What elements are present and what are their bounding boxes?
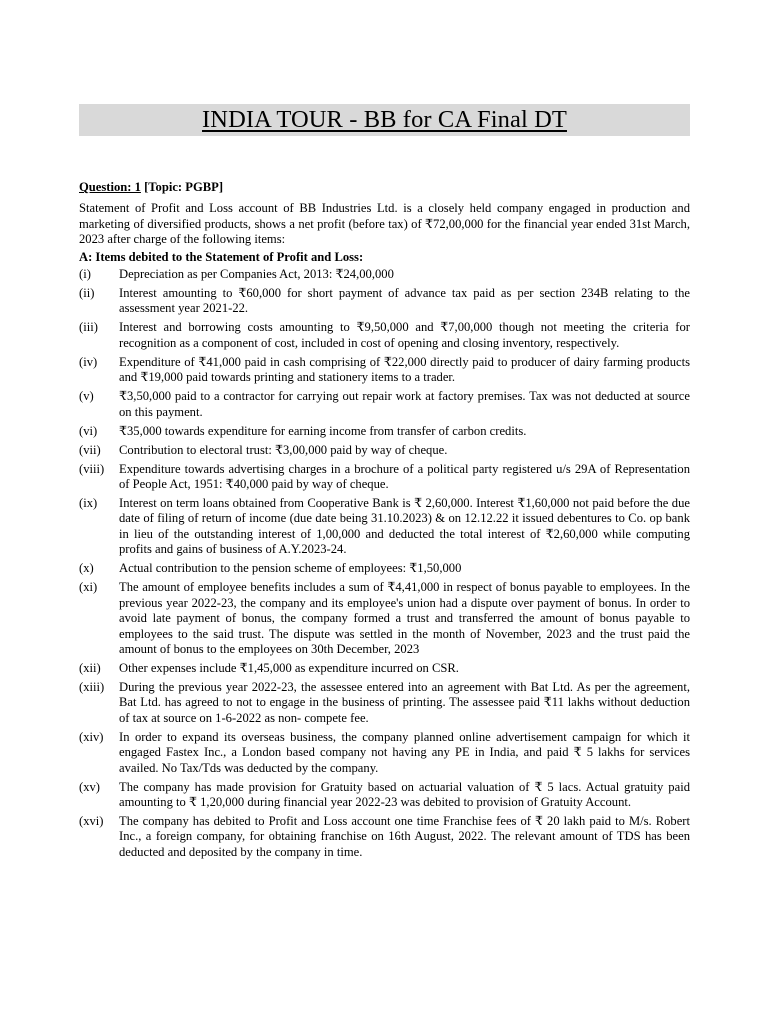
- list-item: [79, 286, 690, 317]
- list-item: [79, 462, 690, 493]
- section-a-heading: A: Items debited to the Statement of Profit and Loss:: [79, 249, 364, 264]
- list-item: [79, 561, 690, 576]
- item-number: (i): [79, 267, 91, 282]
- item-text: Interest on term loans obtained from Cooperative Bank is ₹ 2,60,000. Interest ₹1,60,000 not paid before the due date of filing of return of income (due date being 31.10.2023) & on 12.12.22 it issued debentures to Co. op bank in lieu of the outstanding interest of 1,00,000 and deducted the total interest of ₹2,60,000 while computing profits and gains of business of A.Y.2023-24.: [119, 496, 690, 557]
- item-text: In order to expand its overseas business, the company planned online advertisement campaign for which it engaged Fastex Inc., a London based company not having any PE in India, and paid ₹ 5 lakhs for services availed. No Tax/Tds was deducted by the company.: [119, 729, 690, 775]
- item-text: Other expenses include ₹1,45,000 as expenditure incurred on CSR.: [119, 660, 459, 675]
- item-number: (xi): [79, 580, 98, 595]
- item-number: (xv): [79, 779, 100, 794]
- item-number: (ii): [79, 286, 95, 301]
- item-text: The amount of employee benefits includes a sum of ₹4,41,000 in respect of bonus payable to employees. In the previous year 2022-23, the company and its employee's union had a dispute over payment of bonus. In order to avoid late payment of bonus, the company formed a trust and transferred the amount of bonus payable to employees to the said trust. The dispute was settled in the month of November, 2023 and the trust paid the amount of bonus to the employees on 30th December, 2023: [119, 580, 690, 656]
- list-item: [79, 424, 690, 439]
- item-number: (v): [79, 389, 94, 404]
- item-text: Actual contribution to the pension scheme of employees: ₹1,50,000: [119, 561, 462, 576]
- item-text: Contribution to electoral trust: ₹3,00,000 paid by way of cheque.: [119, 442, 448, 457]
- question-topic: [Topic: PGBP]: [144, 180, 224, 194]
- list-item: [79, 496, 690, 558]
- item-text: Interest and borrowing costs amounting to ₹9,50,000 and ₹7,00,000 though not meeting the criteria for recognition as a component of cost, included in cost of opening and closing inventory, respectively.: [119, 320, 690, 350]
- item-text: ₹3,50,000 paid to a contractor for carrying out repair work at factory premises. Tax was not deducted at source on this payment.: [119, 389, 690, 419]
- list-item: [79, 661, 690, 676]
- question-content: [79, 180, 690, 864]
- item-number: (vii): [79, 442, 101, 457]
- list-item: [79, 320, 690, 351]
- item-text: Depreciation as per Companies Act, 2013: ₹24,00,000: [119, 267, 394, 282]
- item-number: (xiv): [79, 729, 104, 744]
- items-list: [79, 267, 690, 860]
- list-item: [79, 355, 690, 386]
- item-number: (xiii): [79, 679, 105, 694]
- item-number: (xvi): [79, 813, 104, 828]
- item-number: (iv): [79, 354, 98, 369]
- item-number: (ix): [79, 496, 98, 511]
- item-number: (iii): [79, 320, 98, 335]
- item-number: (xii): [79, 660, 101, 675]
- item-number: (x): [79, 561, 94, 576]
- item-number: (viii): [79, 461, 105, 476]
- item-text: Expenditure of ₹41,000 paid in cash comprising of ₹22,000 directly paid to producer of dairy farming products and ₹19,000 paid towards printing and stationery items to a trader.: [119, 354, 690, 385]
- list-item: [79, 267, 690, 282]
- question-intro: Statement of Profit and Loss account of BB Industries Ltd. is a closely held company engaged in production and marketing of diversified products, shows a net profit (before tax) of ₹72,00,000 for the financial year ended 31st March, 2023 after charge of the following items:: [79, 201, 690, 247]
- item-text: Expenditure towards advertising charges in a brochure of a political party registered u/s 29A of Representation of People Act, 1951: ₹40,000 paid by way of cheque.: [119, 461, 690, 492]
- list-item: [79, 680, 690, 726]
- item-text: The company has made provision for Gratuity based on actuarial valuation of ₹ 5 lacs. Actual gratuity paid amounting to ₹ 1,20,000 during financial year 2022-23 was debited to provision of Gratuity Account.: [119, 779, 690, 809]
- list-item: [79, 780, 690, 811]
- title-banner: [79, 104, 690, 136]
- list-item: [79, 580, 690, 657]
- question-heading: [79, 180, 690, 195]
- page-title: INDIA TOUR - BB for CA Final DT: [202, 106, 567, 133]
- list-item: [79, 814, 690, 860]
- item-text: ₹35,000 towards expenditure for earning income from transfer of carbon credits.: [119, 423, 527, 438]
- list-item: [79, 443, 690, 458]
- question-label: Question: 1: [79, 180, 141, 194]
- list-item: [79, 389, 690, 420]
- item-text: Interest amounting to ₹60,000 for short payment of advance tax paid as per section 234B relating to the assessment year 2021-22.: [119, 286, 690, 316]
- item-text: The company has debited to Profit and Loss account one time Franchise fees of ₹ 20 lakh paid to M/s. Robert Inc., a foreign company, for obtaining franchise on 16th August, 2022. The relevant amount of TDS has been deducted and deposited by the company in time.: [119, 813, 690, 859]
- list-item: [79, 730, 690, 776]
- item-text: During the previous year 2022-23, the assessee entered into an agreement with Bat Ltd. As per the agreement, Bat Ltd. has agreed to not to engage in the business of printing. The assessee paid ₹11 lakhs without deduction of tax at source on 1-6-2022 as non- compete fee.: [119, 679, 690, 725]
- item-number: (vi): [79, 423, 98, 438]
